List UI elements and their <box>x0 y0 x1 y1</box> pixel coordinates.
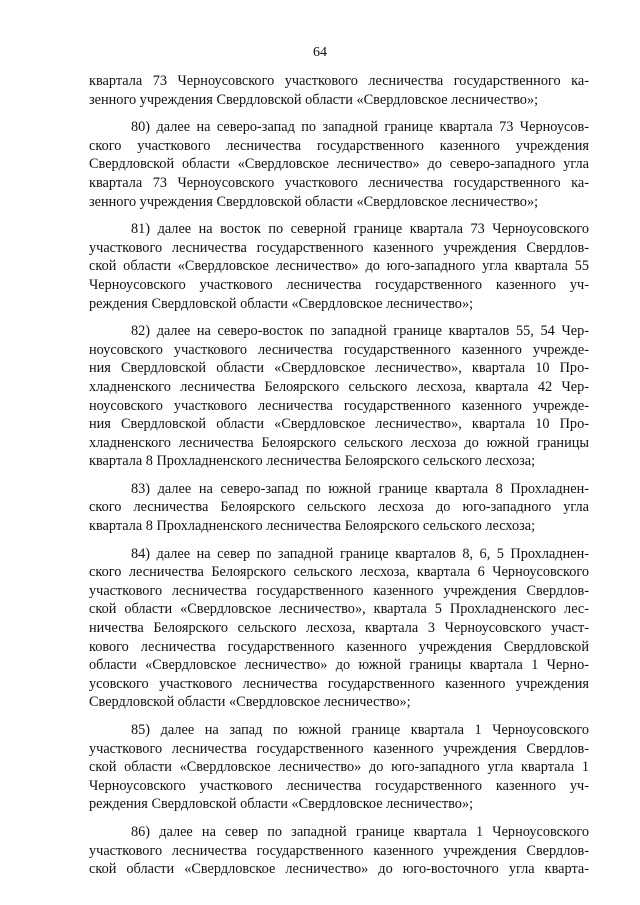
text-line: ской области «Свердловское лесничество» до юго-западного угла квартала 55 <box>89 258 589 275</box>
text-line: участкового лесничества государственного казенного учреждения Свердлов- <box>89 740 589 757</box>
text-line: Свердловской области «Свердловское лесничество» до северо-западного угла <box>89 156 589 173</box>
text-line: ской области «Свердловское лесничество», квартала 5 Прохладненского лес- <box>89 601 589 618</box>
text-line: хладненского лесничества Белоярского сельского лесхоза, квартала 42 Чер- <box>89 378 589 395</box>
document-body <box>89 72 589 888</box>
text-line: участкового лесничества государственного казенного учреждения Свердлов- <box>89 842 589 859</box>
text-line: квартала 8 Прохладненского лесничества Белоярского сельского лесхоза; <box>89 518 536 535</box>
text-line: квартала 73 Черноусовского участкового лесничества государственного ка- <box>89 73 589 89</box>
text-line: Свердловской области «Свердловское лесничество»; <box>89 694 411 711</box>
text-line: реждения Свердловской области «Свердловское лесничество»; <box>89 796 474 813</box>
text-line: 80) далее на северо-запад по западной границе квартала 73 Черноусов- <box>131 119 589 136</box>
text-line: 85) далее на запад по южной границе квартала 1 Черноусовского <box>131 722 589 738</box>
text-line: Черноусовского участкового лесничества государственного казенного уч- <box>89 777 589 794</box>
text-line: 83) далее на северо-запад по южной границе квартала 8 Прохладнен- <box>131 480 589 497</box>
text-line: ской области «Свердловское лесничество» до юго-восточного угла кварта- <box>89 861 589 878</box>
text-line: участкового лесничества государственного казенного учреждения Свердлов- <box>89 582 589 599</box>
text-line: 82) далее на северо-восток по западной границе кварталов 55, 54 Чер- <box>131 323 589 340</box>
text-line: участкового лесничества государственного казенного учреждения Свердлов- <box>89 239 589 256</box>
text-line: ской области «Свердловское лесничество» до юго-западного угла квартала 1 <box>89 759 589 776</box>
paragraph-p82 <box>89 322 589 471</box>
text-line: реждения Свердловской области «Свердловское лесничество»; <box>89 295 474 312</box>
paragraph-p83 <box>89 480 589 536</box>
text-line: ского участкового лесничества государственного казенного учреждения <box>89 137 589 154</box>
text-line: ничества Белоярского сельского лесхоза, квартала 3 Черноусовского участ- <box>89 620 589 637</box>
text-line: ского лесничества Белоярского сельского лесхоза, квартала 6 Черноусовского <box>89 564 589 581</box>
text-line: квартала 73 Черноусовского участкового лесничества государственного ка- <box>89 174 589 191</box>
paragraph-p85 <box>89 721 589 814</box>
text-line: квартала 8 Прохладненского лесничества Белоярского сельского лесхоза; <box>89 453 536 470</box>
text-line: ноусовского участкового лесничества государственного казенного учрежде- <box>89 397 589 414</box>
text-line: ния Свердловской области «Свердловское лесничество», квартала 10 Про- <box>89 416 589 433</box>
text-line: ния Свердловской области «Свердловское лесничество», квартала 10 Про- <box>89 360 589 377</box>
paragraph-p84 <box>89 545 589 712</box>
text-line: кового лесничества государственного казенного учреждения Свердловской <box>89 638 589 655</box>
text-line: хладненского лесничества Белоярского сельского лесхоза до южной границы <box>89 434 589 451</box>
text-line: 81) далее на восток по северной границе квартала 73 Черноусовского <box>131 221 589 238</box>
text-line: ноусовского участкового лесничества государственного казенного учрежде- <box>89 341 589 358</box>
text-line: Черноусовского участкового лесничества государственного казенного уч- <box>89 276 589 293</box>
paragraph-p79-cont <box>89 72 589 109</box>
paragraph-p86 <box>89 823 589 879</box>
text-line: зенного учреждения Свердловской области «Свердловское лесничество»; <box>89 193 539 210</box>
text-line: 86) далее на север по западной границе квартала 1 Черноусовского <box>131 823 589 840</box>
text-line: ского лесничества Белоярского сельского лесхоза до юго-западного угла <box>89 499 589 516</box>
text-line: зенного учреждения Свердловской области «Свердловское лесничество»; <box>89 91 539 108</box>
text-line: области «Свердловское лесничество» до южной границы квартала 1 Черно- <box>89 657 589 674</box>
text-line: 84) далее на север по западной границе кварталов 8, 6, 5 Прохладнен- <box>131 545 589 562</box>
page-number: 64 <box>313 45 327 60</box>
text-line: усовского участкового лесничества государственного казенного учреждения <box>89 675 589 692</box>
paragraph-p81 <box>89 220 589 313</box>
paragraph-p80 <box>89 118 589 211</box>
